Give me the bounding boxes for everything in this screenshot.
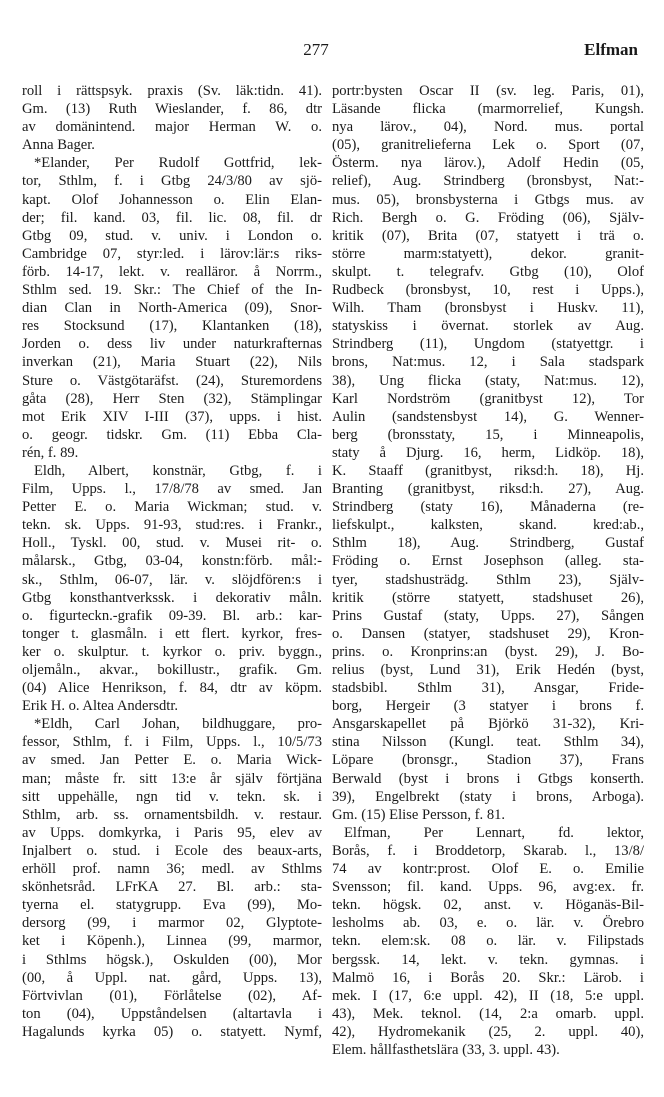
text-line: Karl Nordström (granitbyst 12), Tor bbox=[332, 390, 644, 407]
text-line: liefskulpt., kalksten, skand. kred:ab., bbox=[332, 517, 644, 534]
text-line: mek. I (17, 6:e uppl. 42), II (18, 5:e uppl. bbox=[332, 987, 644, 1004]
text-line: Läsande flicka (marmorrelief, Kungsh. bbox=[332, 101, 644, 118]
text-line: Berwald (byst i brons i Gtbgs konserth. bbox=[332, 770, 644, 787]
text-line: sitt uppehälle, ngn tid v. tekn. sk. i bbox=[22, 788, 322, 805]
text-line: tekn. sk. Upps. 91-93, stud:res. i Frankr., bbox=[22, 517, 322, 534]
running-title: Elfman bbox=[584, 40, 638, 59]
text-line: Eldh, Albert, konstnär, Gtbg, f. i bbox=[34, 462, 322, 479]
text-line: o. geogr. tidskr. Gm. (11) Ebba Cla- bbox=[22, 426, 322, 443]
text-line: tonger t. glasmåln. i ett flert. kyrkor, fres- bbox=[22, 625, 322, 642]
text-line: (00, å Uppl. nat. gård, Upps. 13), bbox=[22, 969, 322, 986]
text-line: K. Staaff (granitbyst, riksd:h. 18), Hj. bbox=[332, 462, 644, 479]
text-line: Petter E. o. Maria Wickman; stud. v. bbox=[22, 499, 322, 516]
text-line: Aulin (sandstensbyst 14), G. Wenner- bbox=[332, 408, 644, 425]
text-line: 43), Mek. teknol. (14, 2:a omarb. uppl. bbox=[332, 1005, 644, 1022]
text-line: skönhetsråd. LFrKA 27. Bl. arb.: sta- bbox=[22, 879, 322, 896]
text-line: borg, Hergeir (3 statyer i brons f. bbox=[332, 698, 644, 715]
text-line: dian Clan in North-America (09), Snor- bbox=[22, 300, 322, 317]
text-line: Gtbg konsthantverkssk. i dekorativ måln. bbox=[22, 589, 322, 606]
text-line: Sthlm, arb. ss. ornamentsbildh. v. restaur. bbox=[22, 806, 322, 823]
text-line: dersorg (99, i marmor 02, Glyptote- bbox=[22, 915, 322, 932]
text-line: Prins Gustaf (staty, Upps. 27), Sången bbox=[332, 607, 644, 624]
text-line: (04) Alice Henrikson, f. 84, dtr av köpm. bbox=[22, 680, 322, 697]
text-line: förb. 14-17, lekt. v. realläror. å Norrm., bbox=[22, 263, 322, 280]
text-line: i Sthlms högsk.), Oskulden (00), Mor bbox=[22, 951, 322, 968]
text-line: tyerna el. statygrupp. Eva (99), Mo- bbox=[22, 897, 322, 914]
text-line: brons, Nat:mus. 12, i Sala stadspark bbox=[332, 354, 644, 371]
text-line: inverkan (21), Maria Stuart (22), Nils bbox=[22, 354, 322, 371]
text-line: oljemåln., akvar., bokillustr., grafik. Gm. bbox=[22, 662, 322, 678]
text-line: staty å Djurg. 16, herm, Lidköp. 18), bbox=[332, 444, 644, 461]
text-line: kritik (större statyett, stadshuset 26), bbox=[332, 589, 644, 606]
text-line: Rudbeck (bronsbyst, 10, rest i Upps.), bbox=[332, 282, 644, 299]
text-line: (05), granitrelieferna Lek o. Sport (07, bbox=[332, 137, 644, 154]
text-line: målarsk., Gtbg, 03-04, konstn:förb. mål:- bbox=[22, 553, 322, 570]
page-number: 277 bbox=[303, 40, 329, 59]
text-line: Strindberg (staty 16), Månaderna (re- bbox=[332, 499, 644, 516]
text-line: Branting (granitbyst, riksd:h. 27), Aug. bbox=[332, 481, 644, 498]
text-line: erhöll prof. namn 36; medl. av Sthlms bbox=[22, 861, 322, 878]
text-line: lesholms ab. 03, e. o. lär. v. Örebro bbox=[332, 915, 644, 932]
text-line: fessor, Sthlm, f. i Film, Upps. l., 10/5/73 bbox=[22, 734, 322, 751]
text-line: Gm. (13) Ruth Wieslander, f. 86, dtr bbox=[22, 101, 322, 118]
text-line: Cambridge 07, styr:led. i lärov:lär:s riks- bbox=[22, 245, 322, 262]
text-line: tyer, stadshusträdg. Sthlm 23), Själv- bbox=[332, 571, 644, 588]
text-line: mus. 05), bronsbysterna i Gtbgs mus. av bbox=[332, 191, 644, 208]
text-line: Gm. (15) Elise Persson, f. 81. bbox=[332, 806, 506, 823]
text-line: Film, Upps. l., 17/8/78 av smed. Jan bbox=[22, 481, 322, 498]
text-line: o. figurteckn.-grafik 09-39. Bl. arb.: kar- bbox=[22, 607, 322, 624]
text-line: portr:bysten Oscar II (sv. leg. Paris, 01), bbox=[332, 83, 644, 99]
text-line: skulpt. t. telegrafv. Gtbg (10), Olof bbox=[332, 263, 644, 280]
text-line: 38), Ung flicka (staty, Nat:mus. 12), bbox=[332, 372, 644, 389]
page-header bbox=[0, 40, 664, 70]
text-line: der; fil. kand. 03, fil. lic. 08, fil. dr bbox=[22, 209, 322, 226]
text-line: relius (byst, Lund 31), Erik Hedén (byst, bbox=[332, 662, 644, 678]
text-line: berg (bronsstaty, 15, i Minneapolis, bbox=[332, 426, 644, 443]
text-line: ker o. skulptur. t. kyrkor o. priv. byggn., bbox=[22, 643, 322, 660]
text-line: Injalbert o. stud. i Ecole des beaux-arts, bbox=[22, 842, 322, 859]
text-line: 42), Hydromekanik (25, 2. uppl. 40), bbox=[332, 1023, 644, 1040]
text-line: 74 av kontr:prost. Olof E. o. Emilie bbox=[332, 861, 644, 878]
text-line: nya lärov., 04), Nord. mus. portal bbox=[332, 119, 644, 136]
text-line: Förtvivlan (01), Förlåtelse (02), Af- bbox=[22, 987, 322, 1004]
text-line: bergssk. 14, lekt. v. tekn. gymnas. i bbox=[332, 951, 644, 968]
text-line: Elem. hållfasthetslära (33, 3. uppl. 43). bbox=[332, 1041, 560, 1058]
text-line: Wilh. Tham (bronsbyst i Huskv. 11), bbox=[332, 300, 644, 317]
text-line: Rich. Bergh o. G. Fröding (06), Själv- bbox=[332, 209, 644, 226]
text-line: Sthlm 18), Aug. Strindberg, Gustaf bbox=[332, 535, 644, 552]
text-line: sk., Sthlm, 06-07, lär. v. slöjdfören:s i bbox=[22, 571, 322, 588]
text-line: av smed. Jan Petter E. o. Maria Wick- bbox=[22, 752, 322, 769]
right-column bbox=[332, 82, 644, 1059]
text-line: relief), Aug. Strindberg (bronsbyst, Nat:- bbox=[332, 173, 644, 190]
text-line: Borås, f. i Broddetorp, Skarab. l., 13/8/ bbox=[332, 842, 644, 859]
text-line: gåta (28), Herr Sten (32), Stämplingar bbox=[22, 390, 322, 407]
text-line: prins. o. Kronprins:an (byst. 29), J. Bo- bbox=[332, 643, 644, 660]
text-line: 39), Engelbrekt (staty i brons, Arboga). bbox=[332, 788, 644, 805]
text-line: o. Dansen (statyer, stadshuset 29), Kron- bbox=[332, 625, 644, 642]
text-line: Malmö 16, i Borås 20. Skr.: Lärob. i bbox=[332, 969, 644, 986]
text-line: Österm. nya lärov.), Adolf Hedin (05, bbox=[332, 155, 644, 172]
text-line: stadsbibl. Sthlm 31), Ansgar, Fride- bbox=[332, 680, 644, 697]
text-line: större marm:statyett), dekor. granit- bbox=[332, 245, 644, 262]
text-line: Sthlm sed. 19. Skr.: The Chief of the In- bbox=[22, 282, 322, 299]
text-line: Fröding o. Ernst Josephson (alleg. sta- bbox=[332, 553, 644, 570]
text-line: Strindberg (11), Ungdom (statyettgr. i bbox=[332, 336, 644, 353]
text-line: Erik H. o. Altea Andersdtr. bbox=[22, 698, 179, 715]
text-line: Gtbg 09, stud. v. univ. i London o. bbox=[22, 227, 322, 244]
text-line: roll i rättspsyk. praxis (Sv. läk:tidn. 41). bbox=[22, 83, 322, 99]
left-column bbox=[22, 82, 322, 1041]
text-line: kapt. Olof Johannesson o. Elin Elan- bbox=[22, 191, 322, 208]
text-line: *Eldh, Carl Johan, bildhuggare, pro- bbox=[34, 716, 322, 733]
text-line: Löpare (bronsgr., Stadion 37), Frans bbox=[332, 752, 644, 769]
text-line: Holl., Tyskl. 00, stud. v. Musei rit- o. bbox=[22, 535, 322, 552]
text-line: av Upps. domkyrka, i Paris 95, elev av bbox=[22, 824, 322, 841]
text-line: mot Erik XIV I-III (37), upps. i hist. bbox=[22, 408, 322, 425]
text-line: tekn. högsk. 02, anst. v. Höganäs-Bil- bbox=[332, 897, 644, 914]
text-line: stina Nilsson (Kungl. teat. Sthlm 34), bbox=[332, 734, 644, 751]
text-line: Anna Bager. bbox=[22, 137, 95, 154]
text-line: tekn. elem:sk. 08 o. lär. v. Filipstads bbox=[332, 933, 644, 950]
text-line: Ansgarskapellet på Björkö 31-32), Kri- bbox=[332, 716, 644, 733]
text-line: tor, Sthlm, f. i Gtbg 24/3/80 av sjö- bbox=[22, 173, 322, 190]
text-line: Elfman, Per Lennart, fd. lektor, bbox=[344, 824, 644, 841]
text-line: *Elander, Per Rudolf Gottfrid, lek- bbox=[34, 155, 322, 172]
text-line: Sture o. Västgötaräfst. (24), Sturemordens bbox=[22, 372, 322, 389]
text-line: res Stocksund (17), Klantanken (18), bbox=[22, 318, 322, 335]
text-line: statyskiss i övernat. storlek av Aug. bbox=[332, 318, 644, 335]
text-line: Jorden o. dess liv under naturkrafternas bbox=[22, 336, 322, 353]
text-line: man; måste fr. sitt 13:e år själv förtjäna bbox=[22, 770, 322, 787]
text-line: av domänintend. major Herman W. o. bbox=[22, 119, 322, 136]
text-line: ton (04), Uppståndelsen (altartavla i bbox=[22, 1005, 322, 1022]
text-line: Hagalunds kyrka 05) o. statyett. Nymf, bbox=[22, 1023, 322, 1040]
text-line: Svensson; fil. kand. Upps. 96, avg:ex. fr. bbox=[332, 879, 644, 896]
text-line: rén, f. 89. bbox=[22, 444, 79, 461]
text-line: kritik (07), Brita (07, statyett i trä o. bbox=[332, 227, 644, 244]
text-line: ket i Köpenh.), Linnea (99, marmor, bbox=[22, 933, 322, 950]
